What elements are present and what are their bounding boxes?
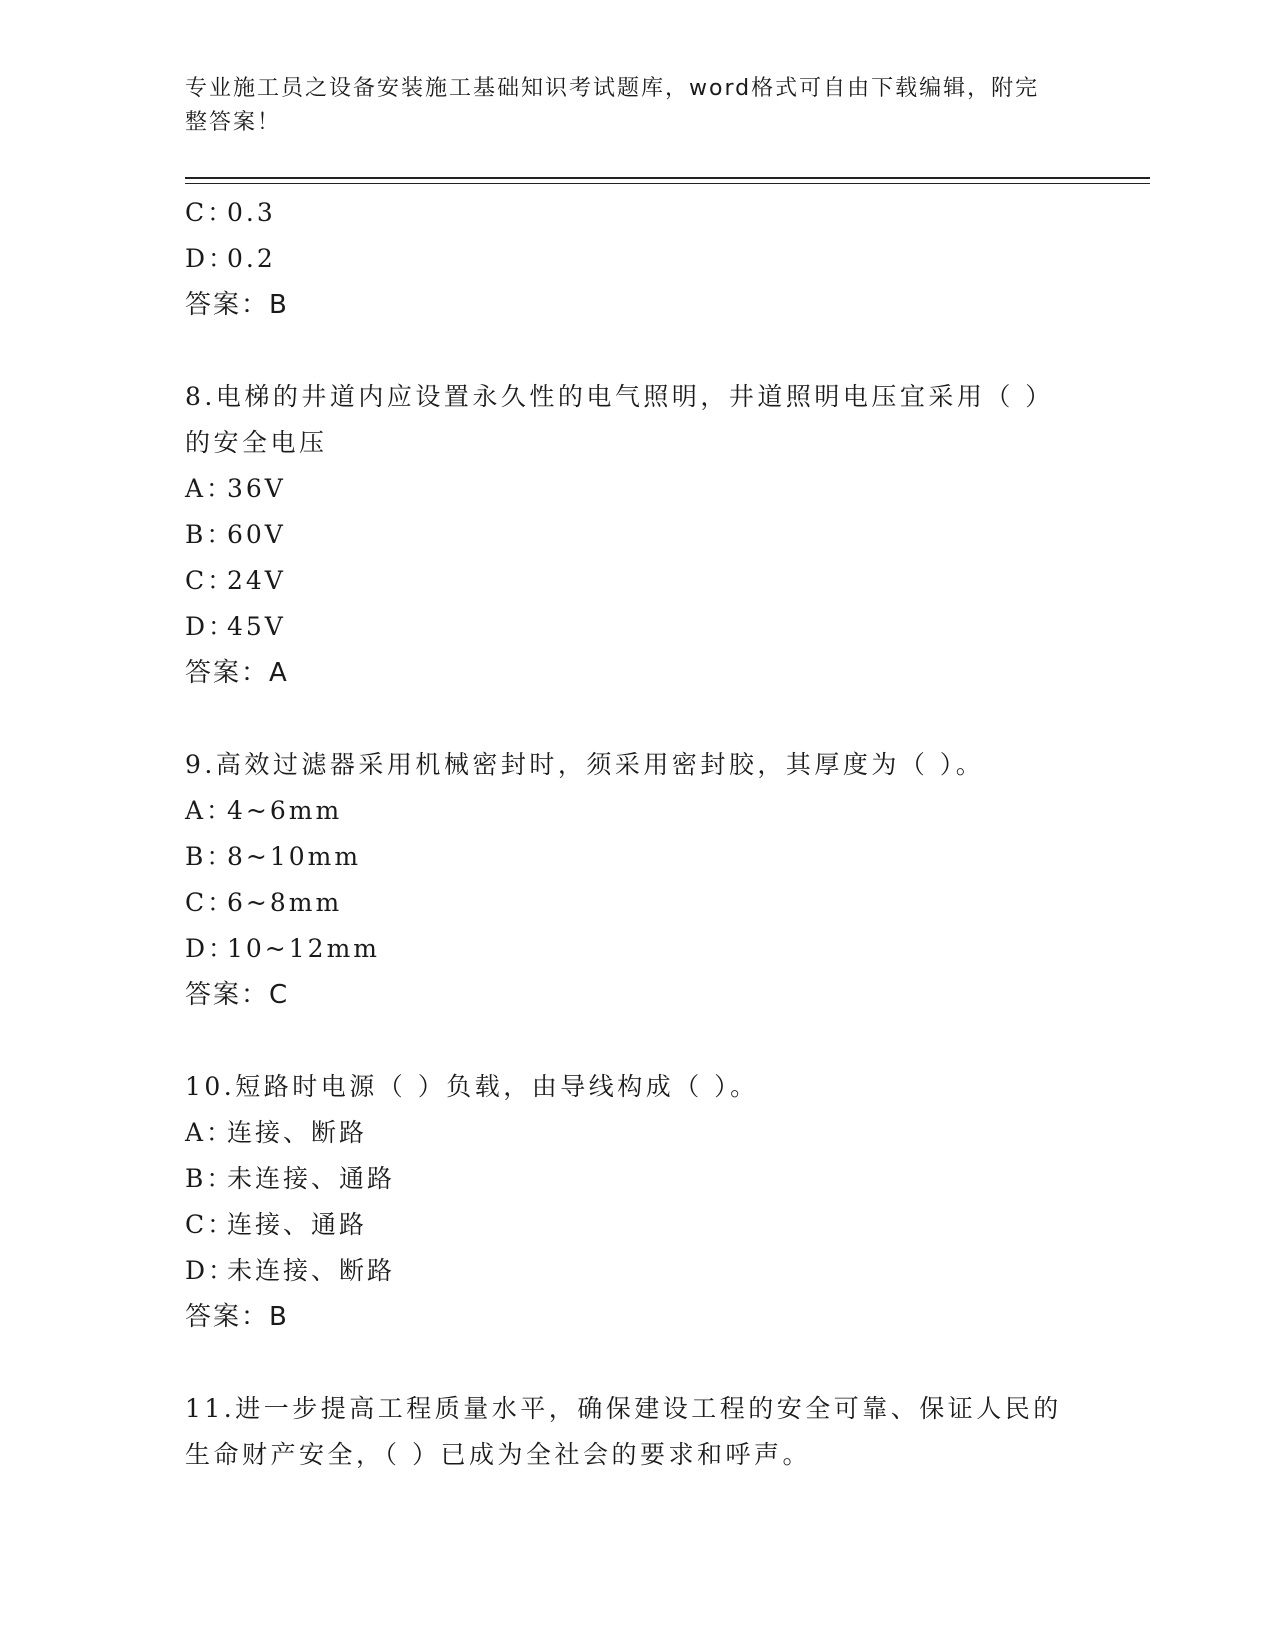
option-c	[185, 190, 1085, 236]
question-block-10	[185, 1064, 1085, 1340]
option-label: A：	[185, 474, 235, 503]
header-divider-thick	[185, 177, 1150, 179]
option-label: B：	[185, 842, 235, 871]
option-c	[185, 1202, 1085, 1248]
option-d	[185, 926, 1085, 972]
question-stem-line-2: 生命财产安全，（ ）已成为全社会的要求和呼声。	[185, 1440, 811, 1469]
question-stem-line-1: 8.电梯的井道内应设置永久性的电气照明，井道照明电压宜采用（ ）	[185, 382, 1054, 411]
option-c	[185, 558, 1085, 604]
question-stem	[185, 742, 1075, 788]
answer-line: 答案：A	[185, 658, 289, 688]
question-stem	[185, 374, 1075, 466]
option-text: 10~12mm	[227, 934, 380, 963]
answer-line: 答案：C	[185, 980, 290, 1010]
option-label: D：	[185, 244, 237, 273]
option-label: C：	[185, 1210, 236, 1239]
option-b	[185, 1156, 1085, 1202]
option-text: 45V	[227, 612, 286, 641]
question-block-7	[185, 190, 1085, 328]
answer-line: 答案：B	[185, 1302, 289, 1332]
question-stem-line-1: 10.短路时电源（ ）负载，由导线构成（ ）。	[185, 1072, 759, 1101]
question-stem	[185, 1386, 1075, 1478]
option-d	[185, 1248, 1085, 1294]
option-a	[185, 466, 1085, 512]
option-text: 6~8mm	[227, 888, 343, 917]
option-d	[185, 604, 1085, 650]
question-stem-line-2: 的安全电压	[185, 428, 328, 457]
option-label: D：	[185, 1256, 237, 1285]
option-label: A：	[185, 1118, 235, 1147]
question-block-8	[185, 374, 1085, 696]
option-d	[185, 236, 1085, 282]
option-label: C：	[185, 566, 236, 595]
option-text: 4~6mm	[227, 796, 343, 825]
option-text: 0.2	[227, 244, 276, 273]
question-block-11	[185, 1386, 1085, 1478]
header-divider-thin	[185, 183, 1150, 184]
header-title-line-2: 整答案！	[185, 110, 282, 135]
header-title-line-1: 专业施工员之设备安装施工基础知识考试题库，word格式可自由下载编辑，附完	[185, 76, 1040, 101]
option-text: 未连接、断路	[227, 1256, 396, 1285]
option-a	[185, 788, 1085, 834]
option-text: 36V	[227, 474, 286, 503]
question-list	[185, 190, 1085, 1478]
question-block-9	[185, 742, 1085, 1018]
option-label: A：	[185, 796, 235, 825]
option-text: 未连接、通路	[227, 1164, 396, 1193]
answer-line: 答案：B	[185, 290, 289, 320]
question-stem-line-1: 11.进一步提高工程质量水平，确保建设工程的安全可靠、保证人民的	[185, 1394, 1062, 1423]
option-label: B：	[185, 1164, 235, 1193]
option-text: 24V	[227, 566, 286, 595]
option-text: 8~10mm	[227, 842, 362, 871]
question-stem	[185, 1064, 1075, 1110]
option-label: D：	[185, 612, 237, 641]
option-text: 连接、通路	[227, 1210, 368, 1239]
option-b	[185, 834, 1085, 880]
option-text: 60V	[227, 520, 286, 549]
option-c	[185, 880, 1085, 926]
option-text: 连接、断路	[227, 1118, 368, 1147]
option-b	[185, 512, 1085, 558]
option-label: C：	[185, 198, 236, 227]
option-text: 0.3	[227, 198, 276, 227]
document-header	[185, 72, 1065, 140]
option-label: D：	[185, 934, 237, 963]
option-a	[185, 1110, 1085, 1156]
option-label: C：	[185, 888, 236, 917]
question-stem-line-1: 9.高效过滤器采用机械密封时，须采用密封胶，其厚度为（ ）。	[185, 750, 985, 779]
option-label: B：	[185, 520, 235, 549]
